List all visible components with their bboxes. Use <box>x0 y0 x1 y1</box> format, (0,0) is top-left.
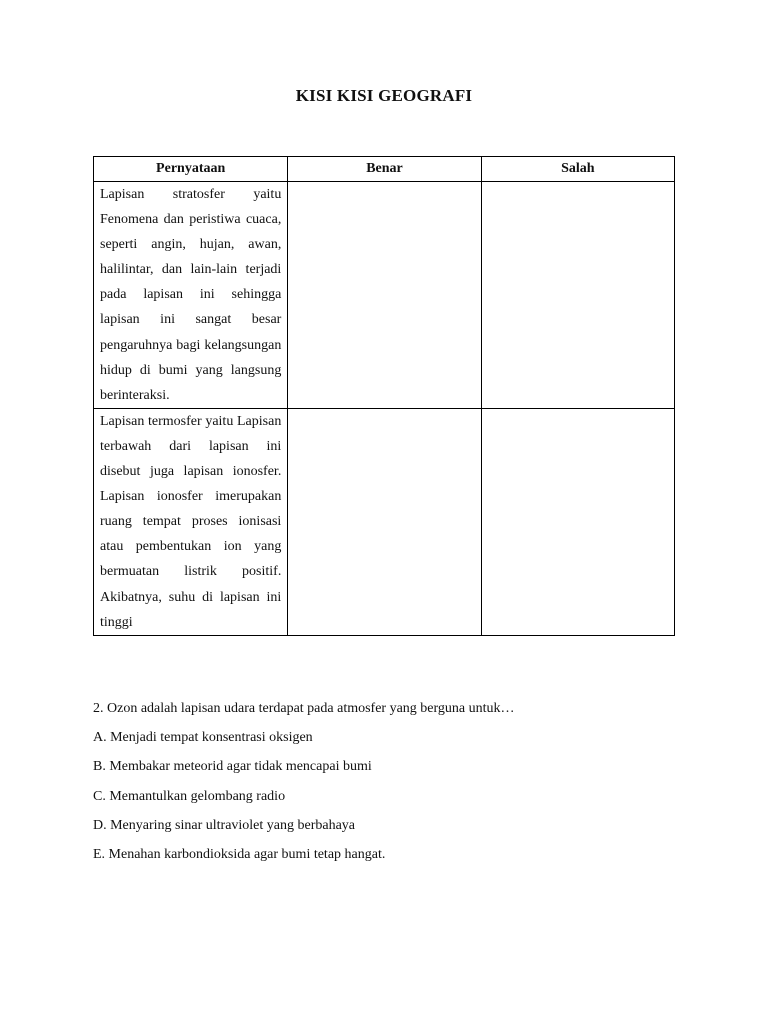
statement-cell-stratosfer: Lapisan stratosfer yaitu Fenomena dan peristiwa cuaca, seperti angin, hujan, awan, halilintar, dan lain-lain terjadi pada lapisan ini sehingga lapisan ini sangat besar pengaruhnya bagi kelangsungan hidup di bumi yang langsung berinteraksi. <box>94 182 288 409</box>
table-row <box>94 182 675 409</box>
table-row <box>94 408 675 635</box>
option-a: A. Menjadi tempat konsentrasi oksigen <box>93 730 313 746</box>
option-d: D. Menyaring sinar ultraviolet yang berbahaya <box>93 817 356 833</box>
document-title: KISI KISI GEOGRAFI <box>295 86 473 105</box>
table-header-row <box>94 157 675 182</box>
salah-cell[interactable] <box>481 408 674 635</box>
option-e: E. Menahan karbondioksida agar bumi tetap hangat. <box>93 846 386 862</box>
question-block <box>93 698 693 873</box>
benar-cell[interactable] <box>288 408 481 635</box>
question-text: 2. Ozon adalah lapisan udara terdapat pada atmosfer yang berguna untuk… <box>93 701 515 716</box>
header-salah: Salah <box>481 157 674 182</box>
option-c: C. Memantulkan gelombang radio <box>93 788 286 804</box>
salah-cell[interactable] <box>481 182 674 409</box>
benar-cell[interactable] <box>288 182 481 409</box>
header-pernyataan: Pernyataan <box>94 157 288 182</box>
statement-table <box>93 156 675 636</box>
statement-cell-termosfer: Lapisan termosfer yaitu Lapisan terbawah dari lapisan ini disebut juga lapisan ionosfer. Lapisan ionosfer imerupakan ruang tempat proses ionisasi atau pembentukan ion yang bermuatan listrik positif. Akibatnya, suhu di lapisan ini tinggi <box>94 408 288 635</box>
header-benar: Benar <box>288 157 481 182</box>
option-b: B. Membakar meteorid agar tidak mencapai bumi <box>93 759 372 775</box>
